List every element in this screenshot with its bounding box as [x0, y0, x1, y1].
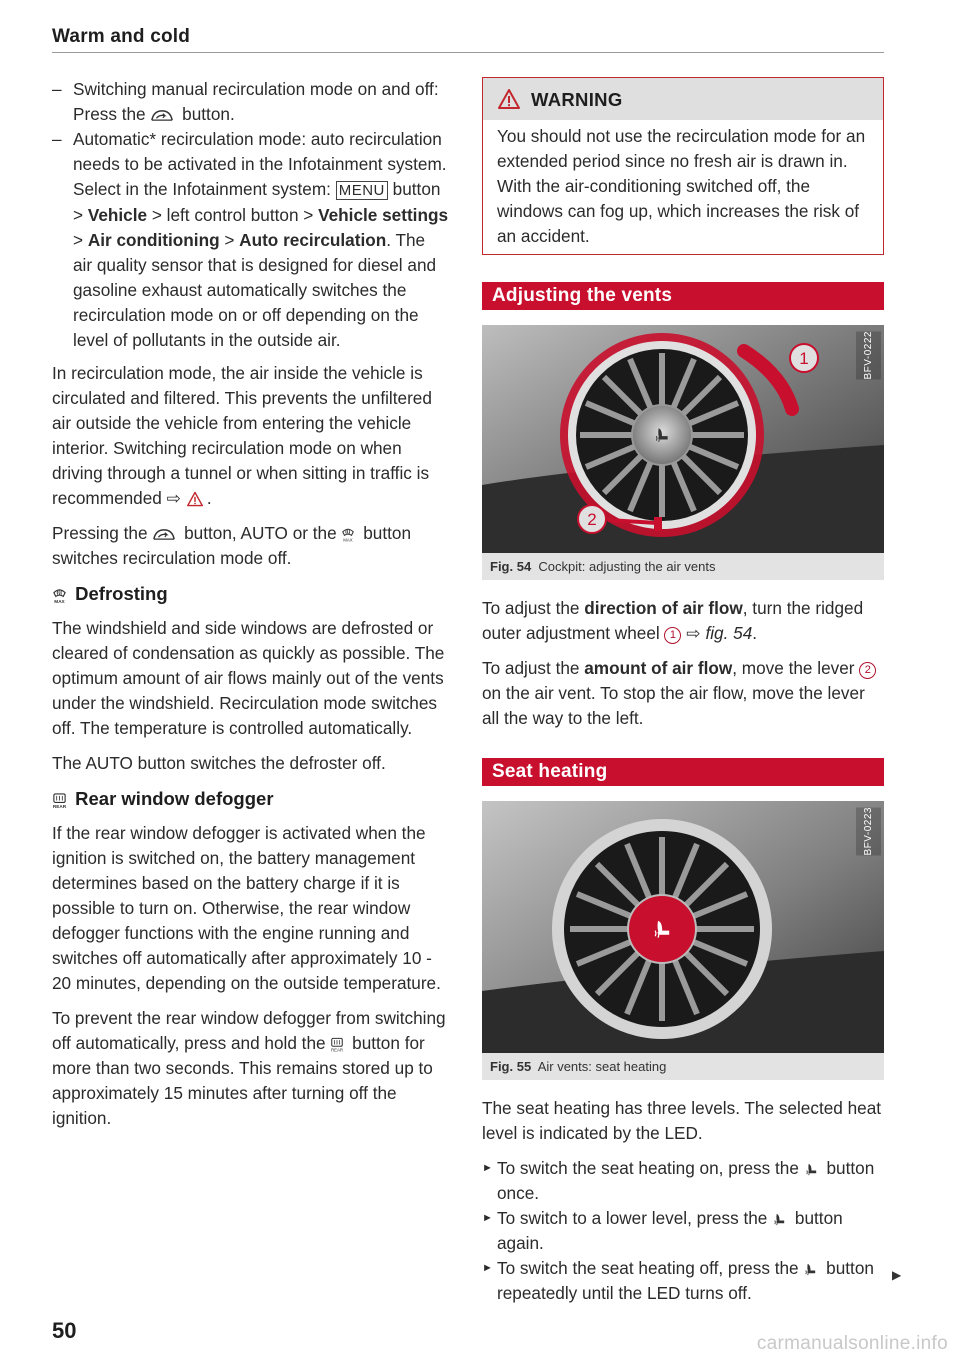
warning-box — [482, 77, 884, 255]
figure-55 — [482, 801, 884, 1080]
air-direction-paragraph: To adjust the direction of air flow, turn the ridged outer adjustment wheel 1 ⇨ fig. 54. — [482, 598, 864, 643]
page-header: Warm and cold — [52, 26, 191, 47]
defrost-auto-paragraph: The AUTO button switches the defroster off. — [52, 753, 386, 773]
figure-54 — [482, 325, 884, 580]
continue-arrow-icon: ▶ — [892, 1268, 902, 1282]
list-item: ► To switch the seat heating on, press the button once. — [482, 1156, 884, 1206]
list-item: ► To switch to a lower level, press the button again. — [482, 1206, 884, 1256]
warning-text: You should not use the recirculation mode for an extended period since no fresh air is drawn in. With the air-conditioning switched off, the windows can fog up, which increases the risk of an accident. — [497, 126, 866, 246]
seat-heating-icon — [772, 1212, 787, 1227]
menu-key: MENU — [336, 181, 388, 200]
air-vent-illustration — [482, 325, 884, 553]
page-number: 50 — [52, 1318, 77, 1343]
warning-ref-icon — [186, 491, 204, 507]
seat-heating-section-heading: Seat heating — [482, 758, 884, 786]
rear-defogger-heading: Rear window defogger — [52, 786, 448, 811]
header-divider — [52, 52, 884, 53]
defrosting-heading: Defrosting — [52, 581, 448, 606]
recirculation-icon — [150, 109, 174, 122]
right-column — [482, 77, 884, 1306]
figure-ref[interactable]: fig. 54 — [705, 623, 753, 643]
rear-defogger-hold-paragraph: To prevent the rear window defogger from switching off automatically, press and hold the button for more than two seconds. This remains stored up to approximately 15 minutes after turning off the ignition. — [52, 1008, 446, 1128]
callout-1: 1 — [799, 349, 809, 368]
vents-section-heading: Adjusting the vents — [482, 282, 884, 310]
list-item: – Automatic* recirculation mode: auto recirculation needs to be activated in the Infotainment system. Select in the Infotainment system: MENU button > Vehicle > left control button > Vehicle settings > Air conditioning > Auto recirculation. The air quality sensor that is designed for diesel and gasoline exhaust automatically switches the recirculation mode on or off depending on the level of pollutants in the outside air. — [52, 127, 448, 353]
rear-defogger-icon — [330, 1036, 344, 1053]
seat-heating-intro: The seat heating has three levels. The selected heat level is indicated by the LED. — [482, 1098, 882, 1143]
callout-2: 2 — [587, 510, 597, 529]
defrost-max-icon — [52, 586, 67, 605]
air-vent-drawing — [482, 325, 884, 553]
figure-caption: Fig. 54 Cockpit: adjusting the air vents — [490, 559, 716, 574]
callout-2-ref: 2 — [859, 662, 876, 679]
callout-1-ref: 1 — [664, 627, 681, 644]
left-column — [52, 77, 448, 1141]
rear-defogger-paragraph: If the rear window defogger is activated when the ignition is switched on, the battery management determines based on the battery charge if it is possible to turn on. Otherwise, the rear window defogger functions with the engine running and switches off automatically after approximately 10 - 20 minutes, depending on the outside temperature. — [52, 823, 441, 993]
defrost-max-icon — [341, 526, 355, 543]
recirculation-icon — [152, 528, 176, 541]
defrosting-paragraph: The windshield and side windows are defrosted or cleared of condensation as quickly as possible. The optimum amount of air flows mainly out of the vents under the windshield. Recirculation mode switches off. The temperature is controlled automatically. — [52, 618, 445, 738]
recirculation-off-paragraph: Pressing the button, AUTO or the button switches recirculation mode off. — [52, 523, 411, 568]
seat-heating-icon — [804, 1162, 819, 1177]
seat-heating-drawing — [482, 801, 884, 1053]
seat-heating-steps — [482, 1156, 884, 1306]
rear-defogger-icon — [52, 791, 67, 810]
figure-code: BFV-0223 — [856, 807, 881, 855]
figure-code: BFV-0222 — [856, 331, 881, 379]
warning-triangle-icon — [497, 88, 521, 110]
list-item: – Switching manual recirculation mode on and off: Press the button. — [52, 77, 448, 127]
air-amount-paragraph: To adjust the amount of air flow, move the lever 2 on the air vent. To stop the air flow, move the lever all the way to the left. — [482, 656, 884, 731]
seat-heating-illustration — [482, 801, 884, 1053]
watermark: carmanualsonline.info — [756, 1333, 948, 1354]
recirculation-paragraph: In recirculation mode, the air inside the vehicle is circulated and filtered. This prevents the unfiltered air outside the vehicle from entering the vehicle interior. Switching recirculation mode on when driving through a tunnel or when sitting in traffic is recommended ⇨ . — [52, 363, 432, 508]
seat-heating-icon — [803, 1262, 818, 1277]
warning-header: WARNING — [483, 78, 883, 120]
recirculation-list — [52, 77, 448, 353]
list-item: ► To switch the seat heating off, press the button repeatedly until the LED turns off. — [482, 1256, 884, 1306]
figure-caption: Fig. 55 Air vents: seat heating — [490, 1059, 667, 1074]
